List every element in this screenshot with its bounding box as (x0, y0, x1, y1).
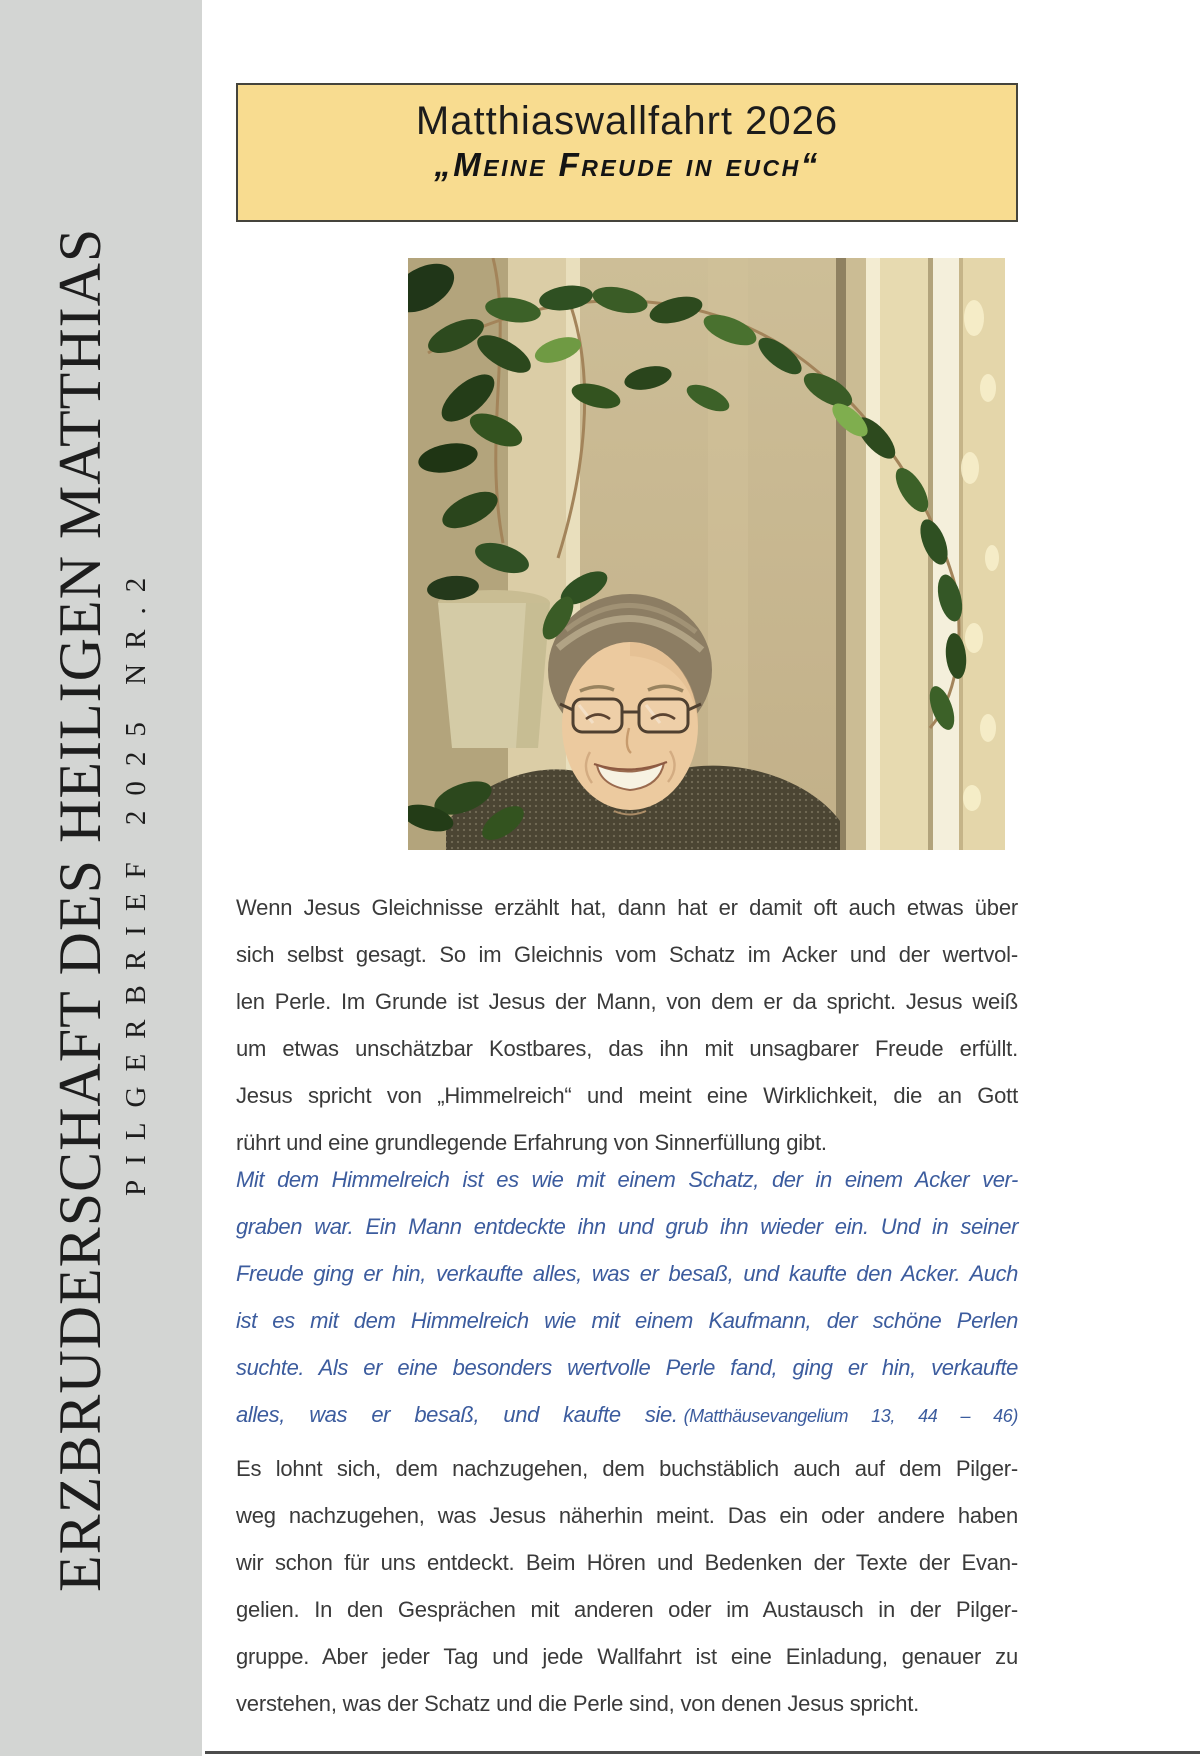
banner-subtitle: „Meine Freude in euch“ (434, 146, 820, 183)
banner-title: Matthiaswallfahrt 2026 (415, 99, 839, 143)
pilgerbrief-vertical-subtitle: PILGERBRIEF 2025 NR.2 (120, 562, 152, 1196)
text-line: weg nachzugehen, was Jesus näherhin meint. Das ein oder andere haben (236, 1503, 1018, 1528)
text-line: ist es mit dem Himmelreich wie mit einem Kaufmann, der schöne Perlen (236, 1308, 1018, 1333)
quote-lines (236, 1156, 1018, 1391)
text-line: Mit dem Himmelreich ist es wie mit einem Schatz, der in einem Acker ver- (236, 1167, 1018, 1192)
bottom-divider-line (205, 1751, 1200, 1754)
portrait-photo-illustration (408, 258, 1005, 850)
sidebar (0, 0, 202, 1756)
paragraph-closing (236, 1445, 1018, 1727)
text-line: Wenn Jesus Gleichnisse erzählt hat, dann hat er damit oft auch etwas über (236, 895, 1018, 920)
brotherhood-vertical-title: ERZBRUDERSCHAFT DES HEILIGEN MATTHIAS (47, 227, 113, 1592)
text-line: sich selbst gesagt. So im Gleichnis vom Schatz im Acker und der wertvol- (236, 942, 1018, 967)
text-line: wir schon für uns entdeckt. Beim Hören und Bedenken der Texte der Evan- (236, 1550, 1018, 1575)
text-line: Es lohnt sich, dem nachzugehen, dem buchstäblich auch auf dem Pilger- (236, 1456, 1018, 1481)
text-line: gruppe. Aber jeder Tag und jede Wallfahrt ist eine Einladung, genauer zu (236, 1644, 1018, 1669)
text-line: Jesus spricht von „Himmelreich“ und meint eine Wirklichkeit, die an Gott (236, 1083, 1018, 1108)
quote-citation: (Matthäusevangelium 13, 44 – 46) (683, 1406, 1018, 1426)
text-line: len Perle. Im Grunde ist Jesus der Mann, von dem er da spricht. Jesus weiß (236, 989, 1018, 1014)
text-line: graben war. Ein Mann entdeckte ihn und grub ihn wieder ein. Und in seiner (236, 1214, 1018, 1239)
text-line: Freude ging er hin, verkaufte alles, was er besaß, und kaufte den Acker. Auch (236, 1261, 1018, 1286)
text-line: um etwas unschätzbar Kostbares, das ihn mit unsagbarer Freude erfüllt. (236, 1036, 1018, 1061)
paragraph-intro (236, 884, 1018, 1166)
title-banner (236, 83, 1018, 222)
quote-last-text: alles, was er besaß, und kaufte sie. (236, 1402, 678, 1427)
text-line: rührt und eine grundlegende Erfahrung von Sinnerfüllung gibt. (236, 1130, 827, 1155)
text-line: gelien. In den Gesprächen mit anderen oder im Austausch in der Pilger- (236, 1597, 1018, 1622)
quote-last-line (236, 1391, 1018, 1438)
bible-quote (236, 1156, 1018, 1438)
portrait-photo (408, 258, 1005, 850)
text-line: suchte. Als er eine besonders wertvolle Perle fand, ging er hin, verkaufte (236, 1355, 1018, 1380)
text-line: verstehen, was der Schatz und die Perle sind, von denen Jesus spricht. (236, 1691, 920, 1716)
